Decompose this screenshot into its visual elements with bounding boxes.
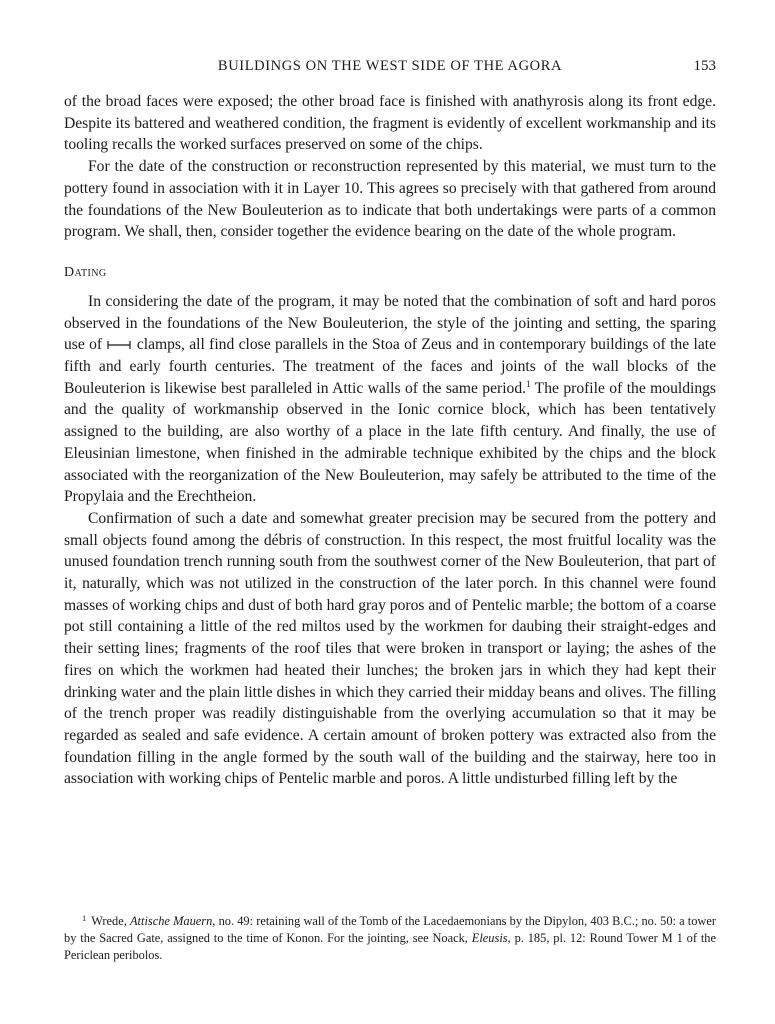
paragraph-dating-2: Confirmation of such a date and somewhat greater precision may be secured from the pottery and small objects found among the débris of construction. In this respect, the most fruitful locality was the unused foundation trench running south from the southwest corner of the New Bouleuterion, that part of it, naturally, which was not utilized in the construction of the later porch. In this channel were found masses of working chips and dust of both hard gray poros and of Pentelic marble; the bottom of a coarse pot still containing a little of the red miltos used by the workmen for daubing their straight-edges and their setting lines; fragments of the roof tiles that were broken in transport or laying; the ashes of the fires on which the workmen had heated their lunches; the broken jars in which they had kept their drinking water and the plain little dishes in which they carried their midday beans and olives. The filling of the trench proper was readily distinguishable from the overlying accumulation so that it may be regarded as sealed and safe evidence. A certain amount of broken pottery was extracted also from the foundation filling in the angle formed by the south wall of the building and the stairway, here too in association with working chips of Pentelic marble and poros. A little undisturbed filling left by the [64, 509, 716, 788]
footnote-ref-eleusis: Eleusis, [471, 931, 511, 945]
dating-text-a: In considering the date of the program, it may be noted that the combination of soft and hard poros observed in the foundations of the New Bouleuterion, the style of the jointing and setting, the sparing use of [64, 292, 716, 354]
footnote-text-c: p. 185, pl. 12: Round Tower M 1 of the Periclean peribolos. [64, 931, 716, 962]
footnote-ref-1[interactable]: 1 [526, 378, 531, 389]
footnote-mark: 1 [82, 913, 87, 923]
paragraph-dating-1 [64, 291, 716, 508]
section-heading-dating: Dating [64, 264, 107, 280]
footnote-text-b: no. 49: retaining wall of the Tomb of the Lacedaemonians by the Dipylon, 403 B.C.; no. 50: a tower by the Sacred Gate, assigned to the time of Konon. For the jointing, see Noack, [64, 914, 717, 945]
body-text [64, 91, 716, 790]
running-head-title: BUILDINGS ON THE WEST SIDE OF THE AGORA [217, 58, 563, 74]
paragraph-continued: of the broad faces were exposed; the other broad face is finished with anathyrosis along its front edge. Despite its battered and weathered condition, the fragment is evidently of excellent workmanship and its tooling recalls the worked surfaces preserved on some of the chips. [64, 93, 716, 154]
footnote [64, 910, 716, 964]
double-t-clamp-icon [106, 340, 132, 350]
footnote-ref-attische-mauern: Attische Mauern, [129, 914, 216, 928]
footnote-text-a: Wrede, [88, 914, 130, 928]
running-head [64, 58, 716, 80]
page-number: 153 [693, 58, 716, 74]
paragraph-date-intro: For the date of the construction or reconstruction represented by this material, we must turn to the pottery found in association with it in Layer 10. This agrees so precisely with that gathered from around the foundations of the New Bouleuterion as to indicate that both undertakings were parts of a common program. We shall, then, consider together the evidence bearing on the date of the whole program. [64, 158, 716, 241]
dating-text-c: The profile of the mouldings and the quality of workmanship observed in the Ionic cornice block, which has been tentatively assigned to the building, are also worthy of a place in the late fifth century. And finally, the use of Eleusinian limestone, when finished in the admirable technique exhibited by the chips and the block associated with the reorganization of the New Bouleuterion, may safely be attributed to the time of the Propylaia and the Erechtheion. [64, 379, 716, 506]
dating-text-b: clamps, all find close parallels in the Stoa of Zeus and in contemporary buildings of the late fifth and early fourth centuries. The treatment of the faces and joints of the wall blocks of the Bouleuterion is likewise best paralleled in Attic walls of the same period. [64, 336, 716, 397]
